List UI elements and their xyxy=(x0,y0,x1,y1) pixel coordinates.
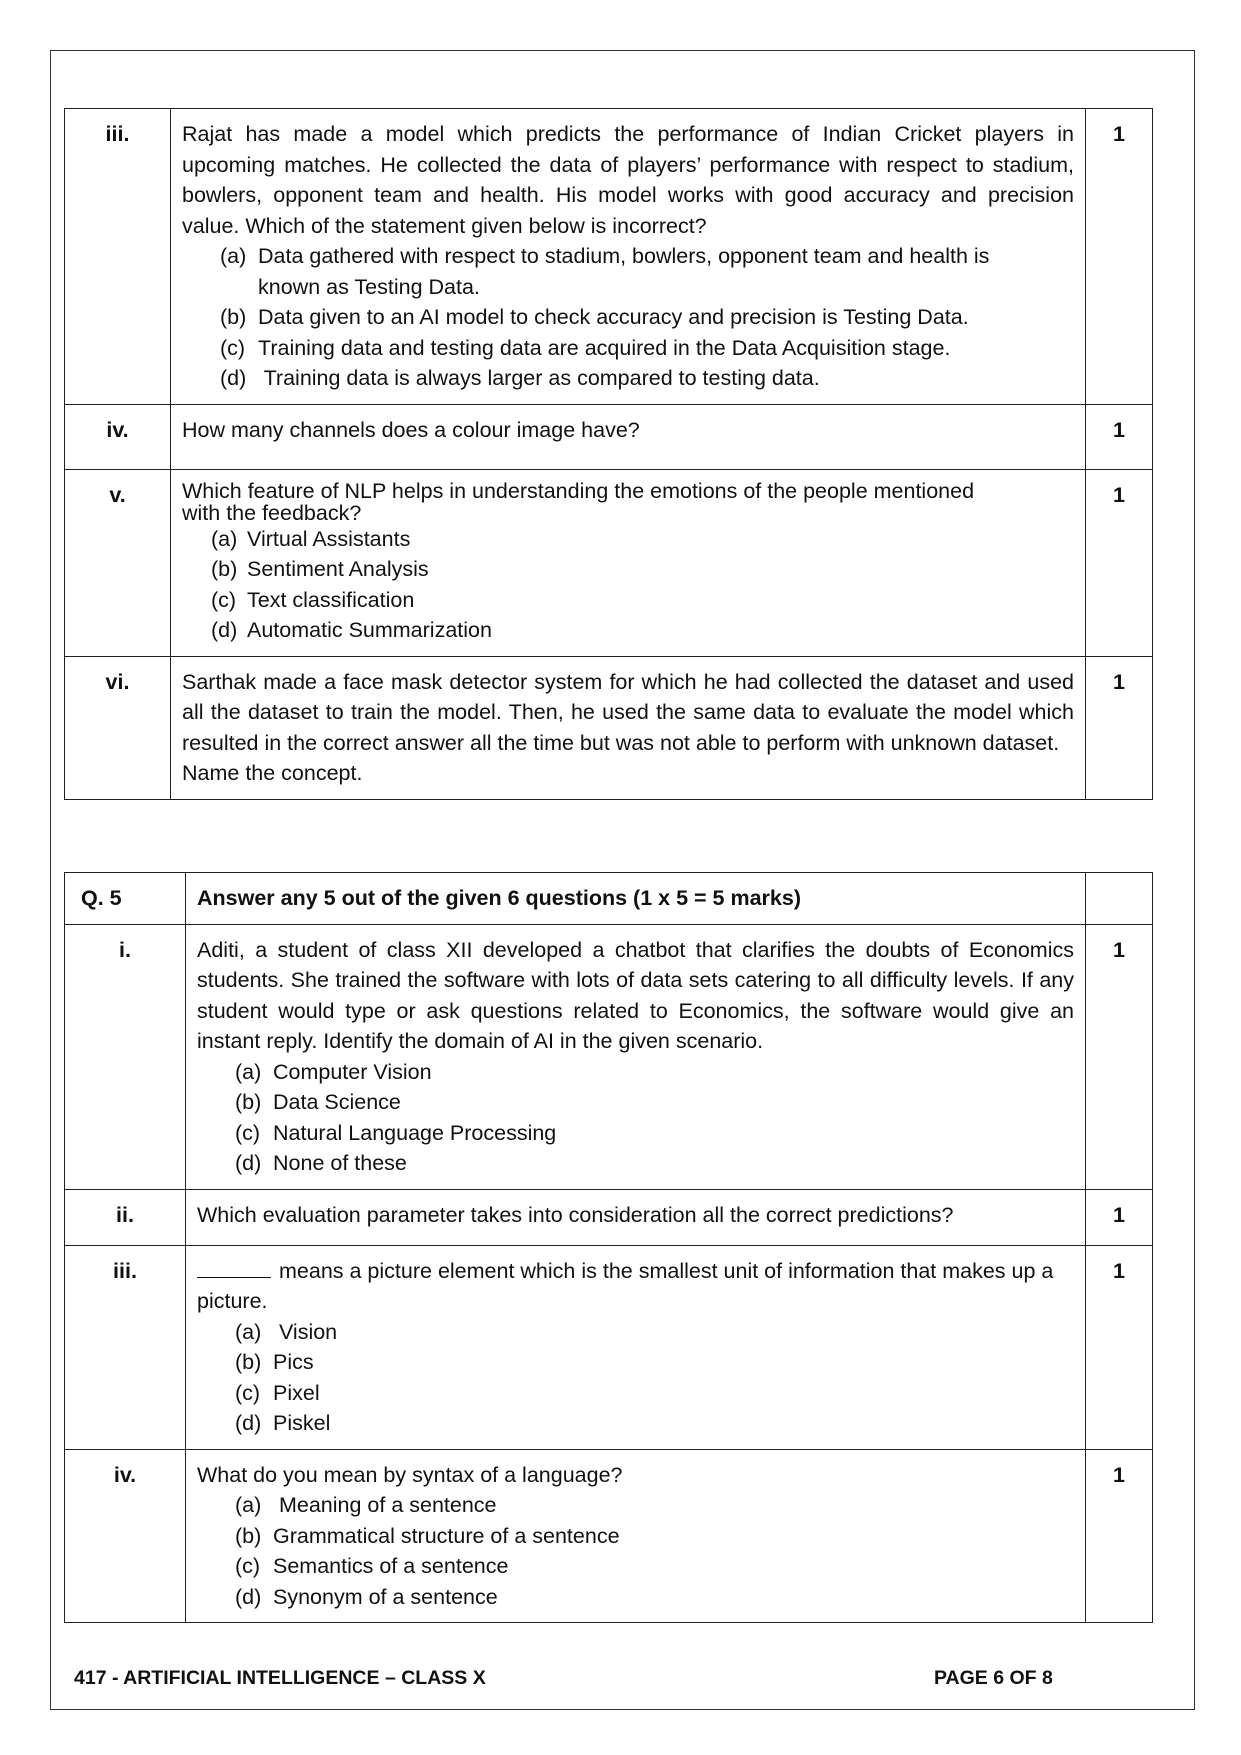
option-text: Grammatical structure of a sentence xyxy=(273,1523,620,1548)
question-number: iii. xyxy=(65,109,171,405)
question-extra: Name the concept. xyxy=(182,761,363,785)
option-letter: (c) xyxy=(235,1120,261,1145)
option-text: Computer Vision xyxy=(273,1059,432,1084)
option-item xyxy=(182,363,1074,394)
table-row xyxy=(65,873,1153,925)
marks: 1 xyxy=(1086,1449,1153,1623)
marks: 1 xyxy=(1086,469,1153,656)
option-text: None of these xyxy=(273,1151,407,1175)
option-item xyxy=(197,1582,1074,1613)
option-letter: (b) xyxy=(235,1350,262,1374)
option-text: Vision xyxy=(273,1319,338,1344)
question-text xyxy=(182,480,1074,524)
question-text: What do you mean by syntax of a language? xyxy=(197,1462,623,1487)
option-letter: (c) xyxy=(235,1380,261,1405)
option-text: Data given to an AI model to check accuracy and precision is Testing Data. xyxy=(258,305,969,329)
option-letter: (c) xyxy=(235,1554,261,1578)
option-letter: (b) xyxy=(235,1090,262,1114)
option-letter: (d) xyxy=(235,1411,262,1435)
option-letter: (a) xyxy=(235,1319,262,1344)
footer-page-number: PAGE 6 OF 8 xyxy=(934,1667,1053,1689)
option-item xyxy=(197,1521,1074,1552)
section-label: Q. 5 xyxy=(65,873,186,925)
options-list xyxy=(197,1317,1074,1439)
option-letter: (b) xyxy=(211,557,238,581)
table-row xyxy=(65,109,1153,405)
options-list xyxy=(182,524,1074,646)
option-letter: (a) xyxy=(235,1059,262,1084)
question-line-1: Which feature of NLP helps in understanding the emotions of the people mentioned xyxy=(182,478,975,503)
option-item xyxy=(197,1148,1074,1179)
question-number: iv. xyxy=(65,404,171,469)
option-item xyxy=(182,241,1074,302)
table-row xyxy=(65,1189,1153,1245)
option-text: Sentiment Analysis xyxy=(247,557,429,581)
option-letter: (b) xyxy=(235,1523,262,1548)
option-item xyxy=(182,333,1074,364)
question-number: iii. xyxy=(65,1245,186,1449)
option-item xyxy=(182,615,1074,646)
question-line-2: with the feedback? xyxy=(182,500,362,525)
option-text: Synonym of a sentence xyxy=(273,1584,498,1609)
option-item xyxy=(197,1551,1074,1582)
option-item xyxy=(197,1317,1074,1348)
question-text-wrapper xyxy=(197,1256,1074,1317)
question-cell xyxy=(186,924,1086,1189)
option-text: Piskel xyxy=(273,1411,331,1435)
table-row xyxy=(65,1449,1153,1623)
marks: 1 xyxy=(1086,1189,1153,1245)
option-item xyxy=(197,1057,1074,1088)
question-number: iv. xyxy=(65,1449,186,1623)
question-cell xyxy=(171,109,1086,405)
option-text: Data gathered with respect to stadium, bowlers, opponent team and health is xyxy=(258,244,990,268)
option-text: Text classification xyxy=(247,587,415,612)
option-item xyxy=(182,554,1074,585)
table-row xyxy=(65,1245,1153,1449)
option-item xyxy=(182,302,1074,333)
option-text: Pics xyxy=(273,1350,314,1374)
question-table-section-4 xyxy=(64,108,1153,800)
option-text: Data Science xyxy=(273,1090,401,1114)
marks: 1 xyxy=(1086,656,1153,799)
marks xyxy=(1086,873,1153,925)
question-cell xyxy=(171,656,1086,799)
question-text: Aditi, a student of class XII developed a chatbot that clarifies the doubts of Economics students. She trained the software with lots of data sets catering to all difficulty levels. If any student would type or ask questions related to Economics, the software would give an instant reply. Identify the domain of AI in the given scenario. xyxy=(197,937,1074,1053)
table-row xyxy=(65,924,1153,1189)
option-item xyxy=(197,1408,1074,1439)
option-text: Automatic Summarization xyxy=(247,618,492,642)
option-item xyxy=(182,524,1074,555)
option-letter: (b) xyxy=(220,305,247,329)
option-letter: (c) xyxy=(220,335,246,360)
section-heading: Answer any 5 out of the given 6 questions (1 x 5 = 5 marks) xyxy=(186,873,1086,925)
question-text: Rajat has made a model which predicts the performance of Indian Cricket players in upcoming matches. He collected the data of players’ performance with respect to stadium, bowlers, opponent team and health. His model works with good accuracy and precision value. Which of the statement given below is incorrect? xyxy=(182,122,1074,238)
option-letter: (a) xyxy=(220,244,247,268)
option-letter: (a) xyxy=(211,526,238,551)
option-item xyxy=(197,1378,1074,1409)
marks: 1 xyxy=(1086,109,1153,405)
options-list xyxy=(197,1490,1074,1612)
question-number: v. xyxy=(65,469,171,656)
option-text: Virtual Assistants xyxy=(247,526,411,551)
option-letter: (d) xyxy=(220,366,247,390)
question-cell xyxy=(186,1449,1086,1623)
options-list xyxy=(197,1057,1074,1179)
option-text: Natural Language Processing xyxy=(273,1120,557,1145)
question-number: i. xyxy=(65,924,186,1189)
option-item xyxy=(197,1490,1074,1521)
fill-in-blank xyxy=(197,1257,271,1278)
option-item xyxy=(182,585,1074,616)
question-cell xyxy=(171,469,1086,656)
question-text: Sarthak made a face mask detector system for which he had collected the dataset and used all the dataset to train the model. Then, he used the same data to evaluate the model which resulted in the correct answer all the time but was not able to perform with unknown dataset. xyxy=(182,669,1074,755)
question-text: How many channels does a colour image have? xyxy=(171,404,1086,469)
option-letter: (d) xyxy=(211,618,238,642)
option-text: Training data and testing data are acquired in the Data Acquisition stage. xyxy=(258,335,951,360)
marks: 1 xyxy=(1086,1245,1153,1449)
option-item xyxy=(197,1118,1074,1149)
option-letter: (d) xyxy=(235,1584,262,1609)
option-letter: (d) xyxy=(235,1151,262,1175)
option-item xyxy=(197,1087,1074,1118)
question-table-section-5 xyxy=(64,872,1153,1623)
footer-subject: 417 - ARTIFICIAL INTELLIGENCE – CLASS X xyxy=(74,1667,486,1689)
option-letter: (a) xyxy=(235,1493,262,1517)
question-text: means a picture element which is the smallest unit of information that makes up a picture. xyxy=(197,1258,1054,1313)
option-item xyxy=(197,1347,1074,1378)
options-list xyxy=(182,241,1074,394)
question-number: ii. xyxy=(65,1189,186,1245)
table-row xyxy=(65,469,1153,656)
marks: 1 xyxy=(1086,924,1153,1189)
question-text: Which evaluation parameter takes into consideration all the correct predictions? xyxy=(186,1189,1086,1245)
option-text: Semantics of a sentence xyxy=(273,1554,509,1578)
option-text: Pixel xyxy=(273,1380,320,1405)
marks: 1 xyxy=(1086,404,1153,469)
question-number: vi. xyxy=(65,656,171,799)
table-row xyxy=(65,656,1153,799)
option-text-continued: known as Testing Data. xyxy=(258,274,480,299)
option-text: Training data is always larger as compared to testing data. xyxy=(258,366,820,390)
question-cell xyxy=(186,1245,1086,1449)
option-letter: (c) xyxy=(211,587,237,612)
table-row xyxy=(65,404,1153,469)
option-text: Meaning of a sentence xyxy=(273,1493,497,1517)
